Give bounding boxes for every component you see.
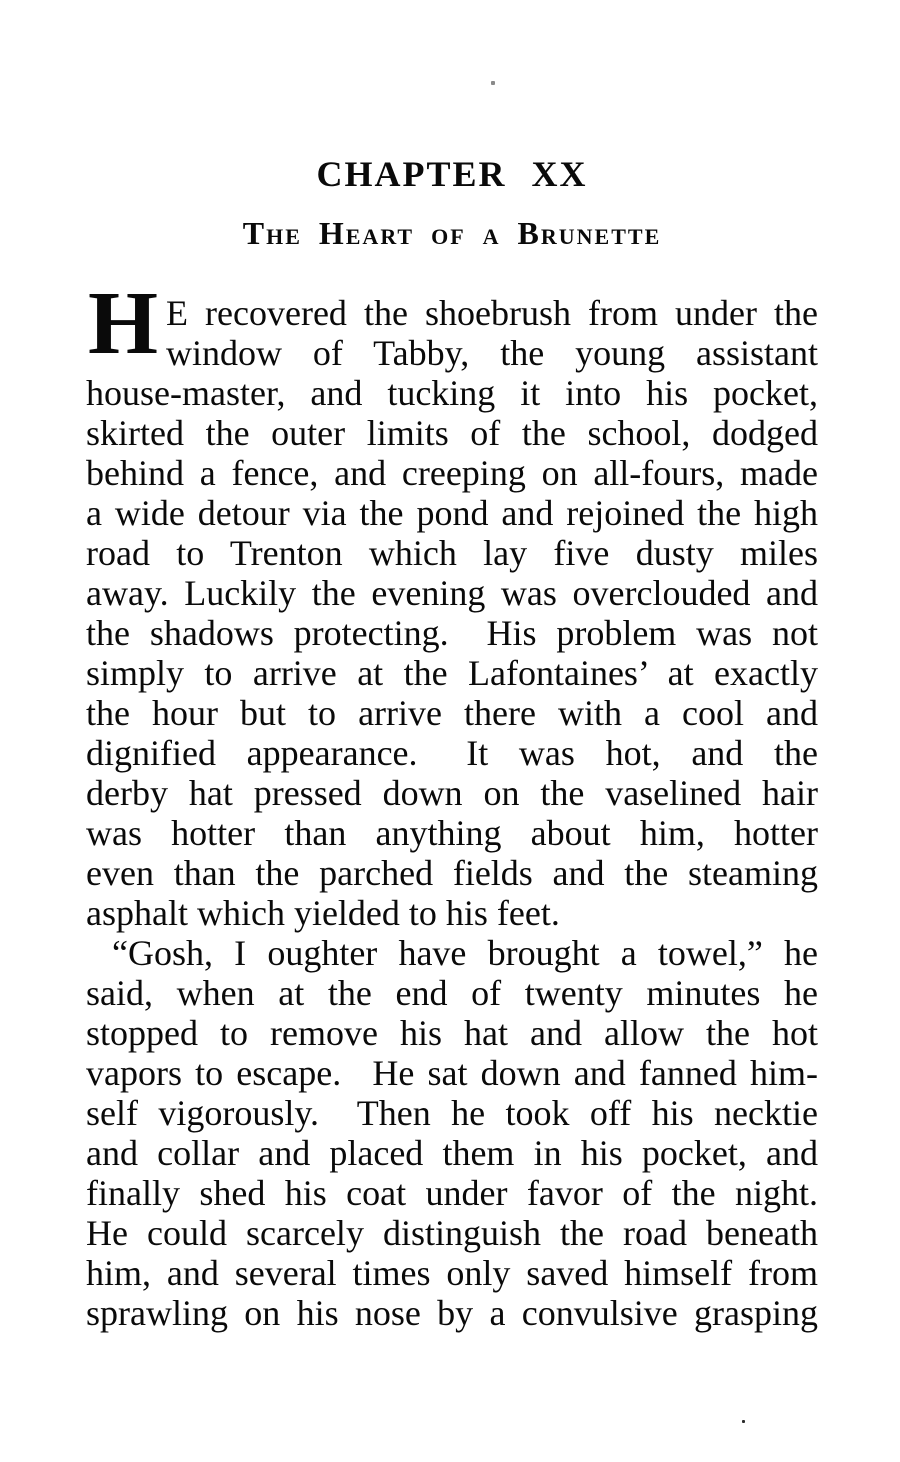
text-line: self vigorously. Then he took off his necktie bbox=[86, 1093, 818, 1133]
text-line: sprawling on his nose by a convulsive grasping bbox=[86, 1293, 818, 1333]
text-line: “Gosh, I oughter have brought a towel,” he bbox=[112, 933, 818, 973]
text-line: stopped to remove his hat and allow the hot bbox=[86, 1013, 818, 1053]
paragraph bbox=[86, 274, 818, 933]
text-line: him, and several times only saved himself from bbox=[86, 1253, 818, 1293]
text-line: vapors to escape. He sat down and fanned him- bbox=[86, 1053, 818, 1093]
body-text bbox=[86, 274, 818, 1333]
text-line: the shadows protecting. His problem was not bbox=[86, 613, 818, 653]
drop-cap: H bbox=[88, 274, 159, 373]
text-line: derby hat pressed down on the vaselined hair bbox=[86, 773, 818, 813]
text-line: He could scarcely distinguish the road beneath bbox=[86, 1213, 818, 1253]
text-line: a wide detour via the pond and rejoined the high bbox=[86, 493, 818, 533]
scan-speck bbox=[742, 1420, 745, 1423]
text-line: dignified appearance. It was hot, and the bbox=[86, 733, 818, 773]
page-content bbox=[86, 0, 818, 1462]
text-line: and collar and placed them in his pocket, and bbox=[86, 1133, 818, 1173]
text-line: said, when at the end of twenty minutes he bbox=[86, 973, 818, 1013]
text-line: the hour but to arrive there with a cool and bbox=[86, 693, 818, 733]
text-line: road to Trenton which lay five dusty miles bbox=[86, 533, 818, 573]
paragraph bbox=[86, 933, 818, 1333]
text-line: asphalt which yielded to his feet. bbox=[86, 893, 560, 933]
text-line: window of Tabby, the young assistant bbox=[166, 333, 818, 373]
text-line: house-master, and tucking it into his pocket, bbox=[86, 373, 818, 413]
text-line: skirted the outer limits of the school, dodged bbox=[86, 413, 818, 453]
text-line: away. Luckily the evening was overclouded and bbox=[86, 573, 818, 613]
chapter-heading: CHAPTER XX bbox=[316, 154, 588, 194]
text-line: was hotter than anything about him, hotter bbox=[86, 813, 818, 853]
text-line: even than the parched fields and the steaming bbox=[86, 853, 818, 893]
scan-speck bbox=[491, 81, 495, 85]
text-line: finally shed his coat under favor of the night. bbox=[86, 1173, 818, 1213]
text-line: E recovered the shoebrush from under the bbox=[166, 293, 818, 333]
text-line: behind a fence, and creeping on all-fours, made bbox=[86, 453, 818, 493]
chapter-subtitle: The Heart of a Brunette bbox=[242, 215, 662, 251]
text-line: simply to arrive at the Lafontaines’ at exactly bbox=[86, 653, 818, 693]
